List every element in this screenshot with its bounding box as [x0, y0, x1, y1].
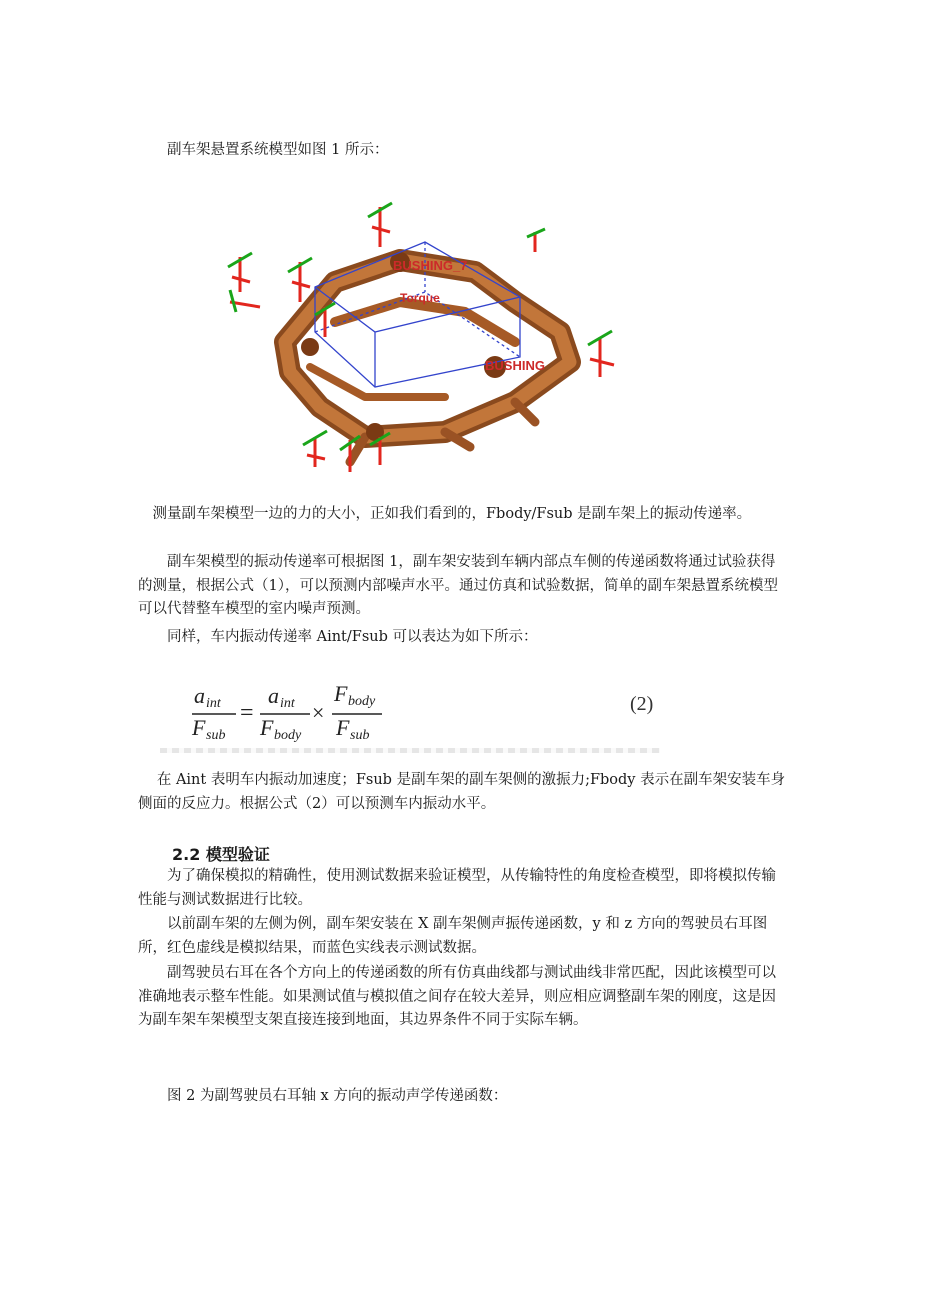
svg-text:body: body	[274, 728, 302, 743]
rhs-fraction-1	[259, 683, 310, 743]
label-bushing: BUSHING	[485, 358, 545, 373]
paragraph-3: 同样，车内振动传递率 Aint/Fsub 可以表达为如下所示：	[167, 629, 538, 645]
equals-sign: =	[240, 700, 254, 726]
equation-2	[160, 665, 680, 757]
times-sign: ×	[312, 700, 325, 725]
subframe-model-figure	[215, 182, 635, 482]
svg-text:F: F	[336, 715, 350, 740]
svg-text:F: F	[260, 715, 274, 740]
equation-scan-edge	[160, 748, 660, 753]
svg-text:body: body	[348, 694, 376, 709]
svg-text:F: F	[334, 681, 348, 706]
intro-text: 副车架悬置系统模型如图 1 所示：	[167, 142, 389, 158]
closing-text: 图 2 为副驾驶员右耳轴 x 方向的振动声学传递函数：	[167, 1088, 508, 1104]
svg-text:int: int	[206, 696, 221, 711]
svg-text:F: F	[192, 715, 206, 740]
label-bushing-7: BUSHING_7	[393, 258, 468, 273]
paragraph-2: 副车架模型的振动传递率可根据图 1，副车架安装到车辆内部点车侧的传递函数将通过试验获得的测量，根据公式（1），可以预测内部噪声水平。通过仿真和试验数据，简单的副车架悬置系统模型可以代替整车模型的室内噪声预测。	[138, 554, 778, 617]
svg-text:sub: sub	[206, 728, 226, 743]
label-torque: Torque	[400, 291, 440, 305]
section-paragraph-2: 以前副车架的左侧为例，副车架安装在 X 副车架侧声振传递函数，y 和 z 方向的驾驶员右耳图所，红色虚线是模拟结果，而蓝色实线表示测试数据。	[138, 916, 768, 956]
section-heading: 2.2 模型验证	[172, 845, 270, 864]
svg-text:a: a	[194, 683, 205, 708]
svg-text:sub: sub	[350, 728, 370, 743]
paragraph-1: 测量副车架模型一边的力的大小，正如我们看到的，Fbody/Fsub 是副车架上的振动传递率。	[152, 506, 752, 522]
rhs-fraction-2	[332, 681, 382, 743]
svg-text:a: a	[268, 683, 279, 708]
subframe-body	[285, 252, 570, 462]
paragraph-after-equation: 在 Aint 表明车内振动加速度；Fsub 是副车架的副车架侧的激振力;Fbody 表示在副车架安装车身侧面的反应力。根据公式（2）可以预测车内振动水平。	[138, 772, 786, 812]
section-paragraph-1: 为了确保模拟的精确性，使用测试数据来验证模型，从传输特性的角度检查模型，即将模拟传输性能与测试数据进行比较。	[138, 868, 776, 908]
section-paragraph-3: 副驾驶员右耳在各个方向上的传递函数的所有仿真曲线都与测试曲线非常匹配，因此该模型可以准确地表示整车性能。如果测试值与模拟值之间存在较大差异，则应相应调整副车架的刚度，这是因为副车架车架模型支架直接连接到地面，其边界条件不同于实际车辆。	[138, 965, 776, 1028]
equation-number: (2)	[630, 693, 654, 715]
lhs-fraction	[191, 683, 236, 743]
svg-text:int: int	[280, 696, 295, 711]
